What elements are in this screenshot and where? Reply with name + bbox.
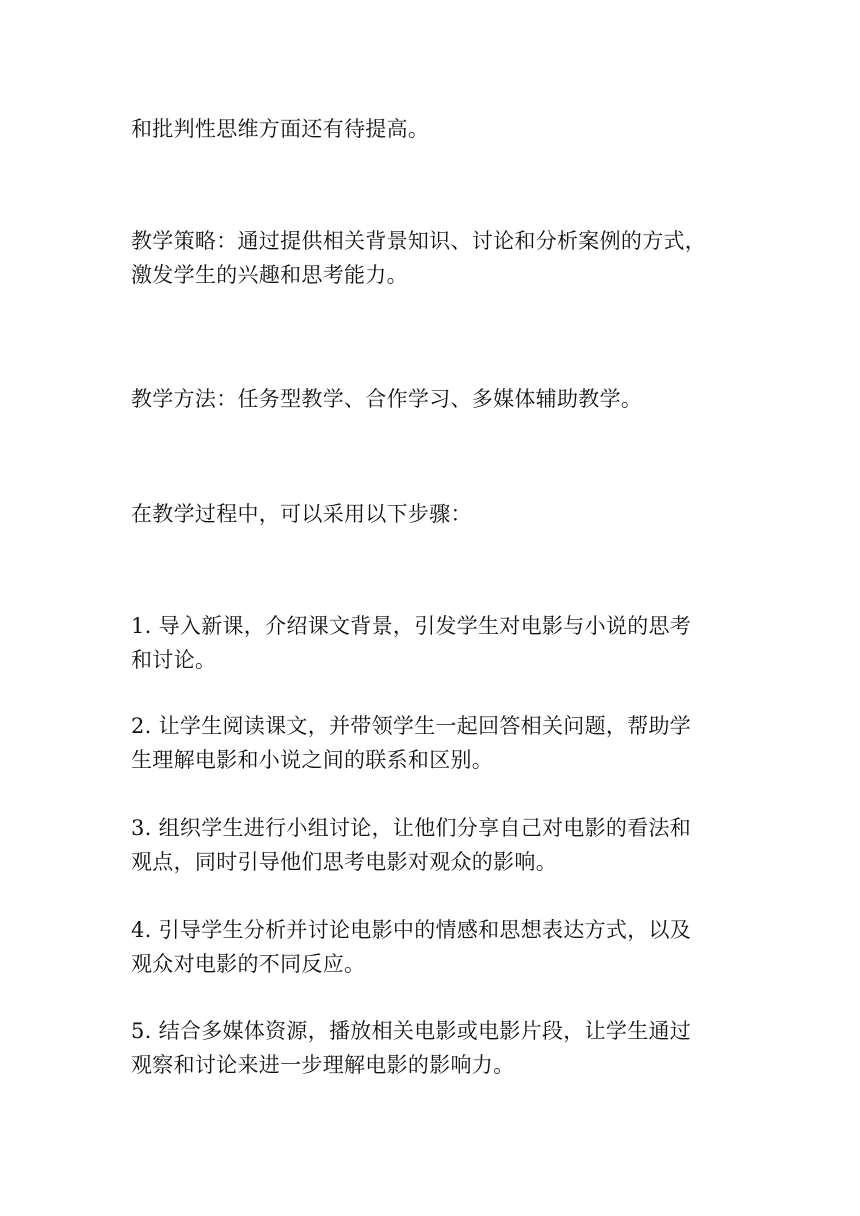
text-line: 生理解电影和小说之间的联系和区别。 xyxy=(131,748,494,772)
text-line: 2. 让学生阅读课文，并带领学生一起回答相关问题，帮助学 xyxy=(131,714,692,738)
step-item-3 xyxy=(131,811,733,879)
text-line: 观众对电影的不同反应。 xyxy=(131,952,366,976)
paragraph-teaching-method xyxy=(131,382,733,416)
text-line: 和讨论。 xyxy=(131,648,217,672)
step-item-1 xyxy=(131,609,733,677)
text-line: 激发学生的兴趣和思考能力。 xyxy=(131,263,408,287)
text-line: 5. 结合多媒体资源，播放相关电影或电影片段，让学生通过 xyxy=(131,1019,692,1043)
text-line: 在教学过程中，可以采用以下步骤： xyxy=(131,502,472,526)
text-line: 4. 引导学生分析并讨论电影中的情感和思想表达方式，以及 xyxy=(131,918,692,942)
text-line: 教学方法：任务型教学、合作学习、多媒体辅助教学。 xyxy=(131,387,643,411)
text-line: 观察和讨论来进一步理解电影的影响力。 xyxy=(131,1053,515,1077)
text-line: 和批判性思维方面还有待提高。 xyxy=(131,117,430,141)
text-line: 3. 组织学生进行小组讨论，让他们分享自己对电影的看法和 xyxy=(131,816,692,840)
step-item-4 xyxy=(131,913,733,981)
paragraph-thinking-improvement xyxy=(131,112,733,146)
paragraph-steps-intro xyxy=(131,497,733,531)
text-line: 教学策略：通过提供相关背景知识、讨论和分析案例的方式， xyxy=(131,229,707,253)
paragraph-teaching-strategy xyxy=(131,224,733,292)
step-item-2 xyxy=(131,709,733,777)
text-line: 1. 导入新课，介绍课文背景，引发学生对电影与小说的思考 xyxy=(131,614,692,638)
text-line: 观点，同时引导他们思考电影对观众的影响。 xyxy=(131,850,557,874)
step-item-5 xyxy=(131,1014,733,1082)
